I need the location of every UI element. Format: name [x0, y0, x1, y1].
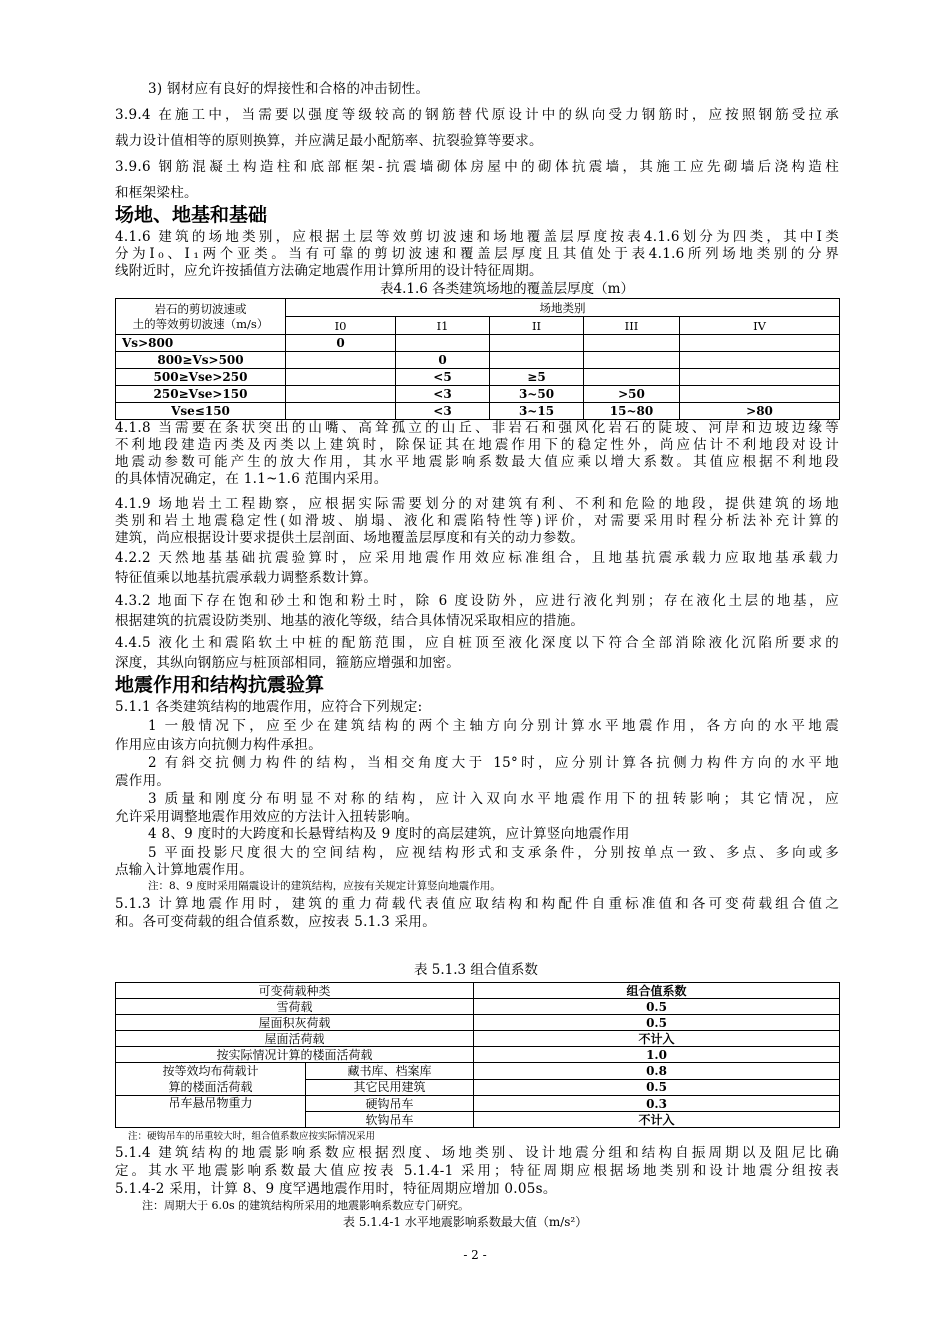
row-header-line1: 岩石的剪切波速或: [154, 301, 247, 316]
table-cell: 0.5: [474, 1015, 840, 1031]
table-cell: [286, 369, 396, 386]
clause-3-9-4-line2: 载力设计值相等的原则换算，并应满足最小配筋率、抗裂验算等要求。: [115, 133, 543, 149]
clause-5-1-1-item4: 4 8、9 度时的大跨度和长悬臂结构及 9 度时的高层建筑，应计算竖向地震作用: [148, 826, 630, 842]
note-5-1-4: 注：周期大于 6.0s 的建筑结构所采用的地震影响系数应专门研究。: [142, 1199, 470, 1212]
table-row: [116, 999, 840, 1015]
table-cell: [490, 335, 584, 352]
table-cell: <3: [396, 403, 490, 420]
table-cell: 不计入: [474, 1112, 840, 1128]
row-label: 雪荷载: [116, 999, 474, 1015]
clause-5-1-1-item3-line1: 3 质量和刚度分布明显不对称的结构，应计入双向水平地震作用下的扭转影响；其它情况，应: [148, 791, 839, 807]
table-cell: <3: [396, 386, 490, 403]
table-cell: 不计入: [474, 1031, 840, 1047]
table-5-1-4-1-caption: 表 5.1.4-1 水平地震影响系数最大值（m/s²）: [343, 1215, 588, 1229]
row-header-cell: [116, 299, 286, 335]
clause-5-1-4-line2: 定。其水平地震影响系数最大值应按表 5.1.4-1 采用；特征周期应根据场地类别和设计地震分组按表: [115, 1163, 839, 1179]
row-header-line2: 土的等效剪切波速（m/s）: [132, 316, 269, 331]
row-label: 800≥Vs>500: [116, 352, 286, 369]
table-cell: [286, 386, 396, 403]
clause-4-1-6-line2: 分为Ⅰ₀、Ⅰ₁两个亚类。当有可靠的剪切波速和覆盖层厚度且其值处于表4.1.6所列场地类别的分界: [115, 246, 839, 262]
clause-4-1-9-line1: 4.1.9 场地岩土工程勘察，应根据实际需要划分的对建筑有利、不利和危险的地段，提供建筑的场地: [115, 496, 839, 512]
table-cell: [490, 352, 584, 369]
table-cell: <5: [396, 369, 490, 386]
column-header: IV: [680, 317, 840, 335]
row-label: 屋面积灰荷载: [116, 1015, 474, 1031]
row-label: 按实际情况计算的楼面活荷载: [116, 1047, 474, 1063]
note-5-1-1: 注：8、9 度时采用隔震设计的建筑结构，应按有关规定计算竖向地震作用。: [148, 880, 501, 892]
column-header: 组合值系数: [474, 983, 840, 999]
row-label: 屋面活荷载: [116, 1031, 474, 1047]
table-cell: [680, 369, 840, 386]
table-5-1-3: [115, 982, 840, 1128]
clause-4-1-8-line1: 4.1.8 当需要在条状突出的山嘴、高耸孤立的山丘、非岩石和强风化岩石的陡坡、河岸和边坡边缘等: [115, 420, 839, 436]
clause-4-1-9-line2: 类别和岩土地震稳定性(如滑坡、崩塌、液化和震陷特性等)评价，对需要采用时程分析法补充计算的: [115, 513, 839, 529]
table-cell: [680, 335, 840, 352]
clause-4-1-8-line3: 地震动参数可能产生的放大作用，其水平地震影响系数最大值应乘以增大系数。其值应根据不利地段: [115, 454, 839, 470]
column-header: 可变荷载种类: [116, 983, 474, 999]
clause-5-1-1-item2-line2: 震作用。: [115, 773, 171, 789]
table-row: [116, 403, 840, 420]
table-cell: 0.8: [474, 1063, 840, 1080]
table-cell: >50: [584, 386, 680, 403]
table-cell: [584, 352, 680, 369]
clause-5-1-1-item1-line2: 作用应由该方向抗侧力构件承担。: [115, 737, 322, 753]
column-header: I1: [396, 317, 490, 335]
table-row: [116, 1096, 840, 1112]
clause-5-1-1-item2-line1: 2 有斜交抗侧力构件的结构，当相交角度大于 15°时，应分别计算各抗侧力构件方向的水平地: [148, 755, 839, 771]
column-header: III: [584, 317, 680, 335]
column-header: II: [490, 317, 584, 335]
table-4-1-6: [115, 298, 840, 420]
clause-4-1-9-line3: 建筑，尚应根据设计要求提供土层剖面、场地覆盖层厚度和有关的动力参数。: [115, 530, 585, 546]
column-header: I0: [286, 317, 396, 335]
table-cell: ≥5: [490, 369, 584, 386]
table-row: [116, 352, 840, 369]
group-header-cell: 场地类别: [286, 299, 840, 317]
table-row: [116, 1015, 840, 1031]
table-4-1-6-caption: 表4.1.6 各类建筑场地的覆盖层厚度（m）: [380, 281, 634, 297]
row-label: 500≥Vse>250: [116, 369, 286, 386]
clause-4-4-5-line1: 4.4.5 液化土和震陷软土中桩的配筋范围，应自桩顶至液化深度以下符合全部消除液化沉陷所要求的: [115, 635, 839, 651]
table-cell: [286, 352, 396, 369]
table-row: [116, 369, 840, 386]
table-row: [116, 335, 840, 352]
clause-5-1-4-line1: 5.1.4 建筑结构的地震影响系数应根据烈度、场地类别、设计地震分组和结构自振周期以及阻尼比确: [115, 1145, 839, 1161]
clause-4-3-2-line2: 根据建筑的抗震设防类别、地基的液化等级，结合具体情况采取相应的措施。: [115, 613, 585, 629]
row-label: 250≥Vse>150: [116, 386, 286, 403]
clause-5-1-3-line2: 和。各可变荷载的组合值系数，应按表 5.1.3 采用。: [115, 914, 437, 930]
section-heading-site: 场地、地基和基础: [115, 204, 268, 226]
table-cell: [680, 386, 840, 403]
row-label: 藏书库、档案库: [306, 1063, 474, 1080]
clause-4-1-8-line2: 不利地段建造丙类及丙类以上建筑时，除保证其在地震作用下的稳定性外，尚应估计不利地段对设计: [115, 437, 839, 453]
table-cell: >80: [680, 403, 840, 420]
clause-4-4-5-line2: 深度，其纵向钢筋应与桩顶部相同，箍筋应增强和加密。: [115, 655, 460, 671]
table-cell: 0.5: [474, 1079, 840, 1096]
group-label-line2: 算的楼面活荷载: [168, 1080, 253, 1094]
table-cell: 15~80: [584, 403, 680, 420]
clause-5-1-3-line1: 5.1.3 计算地震作用时，建筑的重力荷载代表值应取结构和构配件自重标准值和各可变荷载组合值之: [115, 896, 839, 912]
clause-3-9-6-line2: 和框架梁柱。: [115, 185, 198, 201]
table-row: [116, 1063, 840, 1080]
table-row: [116, 1047, 840, 1063]
clause-4-3-2-line1: 4.3.2 地面下存在饱和砂土和饱和粉土时，除 6 度设防外，应进行液化判别；存在液化土层的地基，应: [115, 593, 839, 609]
clause-5-1-1-item3-line2: 允许采用调整地震作用效应的方法计入扭转影响。: [115, 809, 419, 825]
page-number: - 2 -: [463, 1248, 487, 1262]
table-cell: [584, 335, 680, 352]
table-cell: [584, 369, 680, 386]
table-5-1-3-caption: 表 5.1.3 组合值系数: [414, 962, 538, 978]
clause-4-2-2-line2: 特征值乘以地基抗震承载力调整系数计算。: [115, 570, 378, 586]
row-label: Vse≤150: [116, 403, 286, 420]
section-heading-seismic: 地震作用和结构抗震验算: [115, 674, 325, 696]
clause-5-1-4-line3: 5.1.4-2 采用，计算 8、9 度罕遇地震作用时，特征周期应增加 0.05s。: [115, 1181, 557, 1197]
table-cell: [396, 335, 490, 352]
table-cell: 0: [396, 352, 490, 369]
clause-5-1-1-item5-line2: 点输入计算地震作用。: [115, 862, 253, 878]
table-cell: 0.5: [474, 999, 840, 1015]
row-label: 软钩吊车: [306, 1112, 474, 1128]
group-label-cell: [116, 1063, 306, 1096]
clause-3-9-4-line1: 3.9.4 在施工中，当需要以强度等级较高的钢筋替代原设计中的纵向受力钢筋时，应按照钢筋受拉承: [115, 107, 839, 123]
clause-4-2-2-line1: 4.2.2 天然地基基础抗震验算时，应采用地震作用效应标准组合，且地基抗震承载力应取地基承载力: [115, 550, 839, 566]
row-label: 其它民用建筑: [306, 1079, 474, 1096]
clause-4-1-6-line1: 4.1.6 建筑的场地类别，应根据土层等效剪切波速和场地覆盖层厚度按表4.1.6划分为四类，其中Ⅰ类: [115, 229, 839, 245]
row-label: Vs>800: [116, 335, 286, 352]
table-cell: [286, 403, 396, 420]
table-cell: 0.3: [474, 1096, 840, 1112]
group-label-cell: 吊车悬吊物重力: [116, 1096, 306, 1128]
clause-3-steel-toughness: 3) 钢材应有良好的焊接性和合格的冲击韧性。: [148, 81, 430, 97]
clause-4-1-8-line4: 的具体情况确定，在 1.1~1.6 范围内采用。: [115, 471, 388, 487]
table-cell: 0: [286, 335, 396, 352]
group-label-line1: 按等效均布荷载计: [162, 1064, 259, 1078]
table-row: [116, 1031, 840, 1047]
row-label: 硬钩吊车: [306, 1096, 474, 1112]
clause-3-9-6-line1: 3.9.6 钢筋混凝土构造柱和底部框架-抗震墙砌体房屋中的砌体抗震墙，其施工应先砌墙后浇构造柱: [115, 159, 839, 175]
table-cell: 1.0: [474, 1047, 840, 1063]
table-cell: 3~50: [490, 386, 584, 403]
clause-5-1-1-item5-line1: 5 平面投影尺度很大的空间结构，应视结构形式和支承条件，分别按单点一致、多点、多向或多: [148, 845, 839, 861]
table-row: [116, 386, 840, 403]
clause-5-1-1-item1-line1: 1 一般情况下，应至少在建筑结构的两个主轴方向分别计算水平地震作用，各方向的水平地震: [148, 718, 839, 734]
clause-4-1-6-line3: 线附近时，应允许按插值方法确定地震作用计算所用的设计特征周期。: [115, 263, 543, 279]
table-5-1-3-note: 注：硬钩吊车的吊重较大时，组合值系数应按实际情况采用: [128, 1131, 376, 1142]
table-cell: [680, 352, 840, 369]
table-cell: 3~15: [490, 403, 584, 420]
clause-5-1-1-intro: 5.1.1 各类建筑结构的地震作用，应符合下列规定:: [115, 699, 423, 715]
